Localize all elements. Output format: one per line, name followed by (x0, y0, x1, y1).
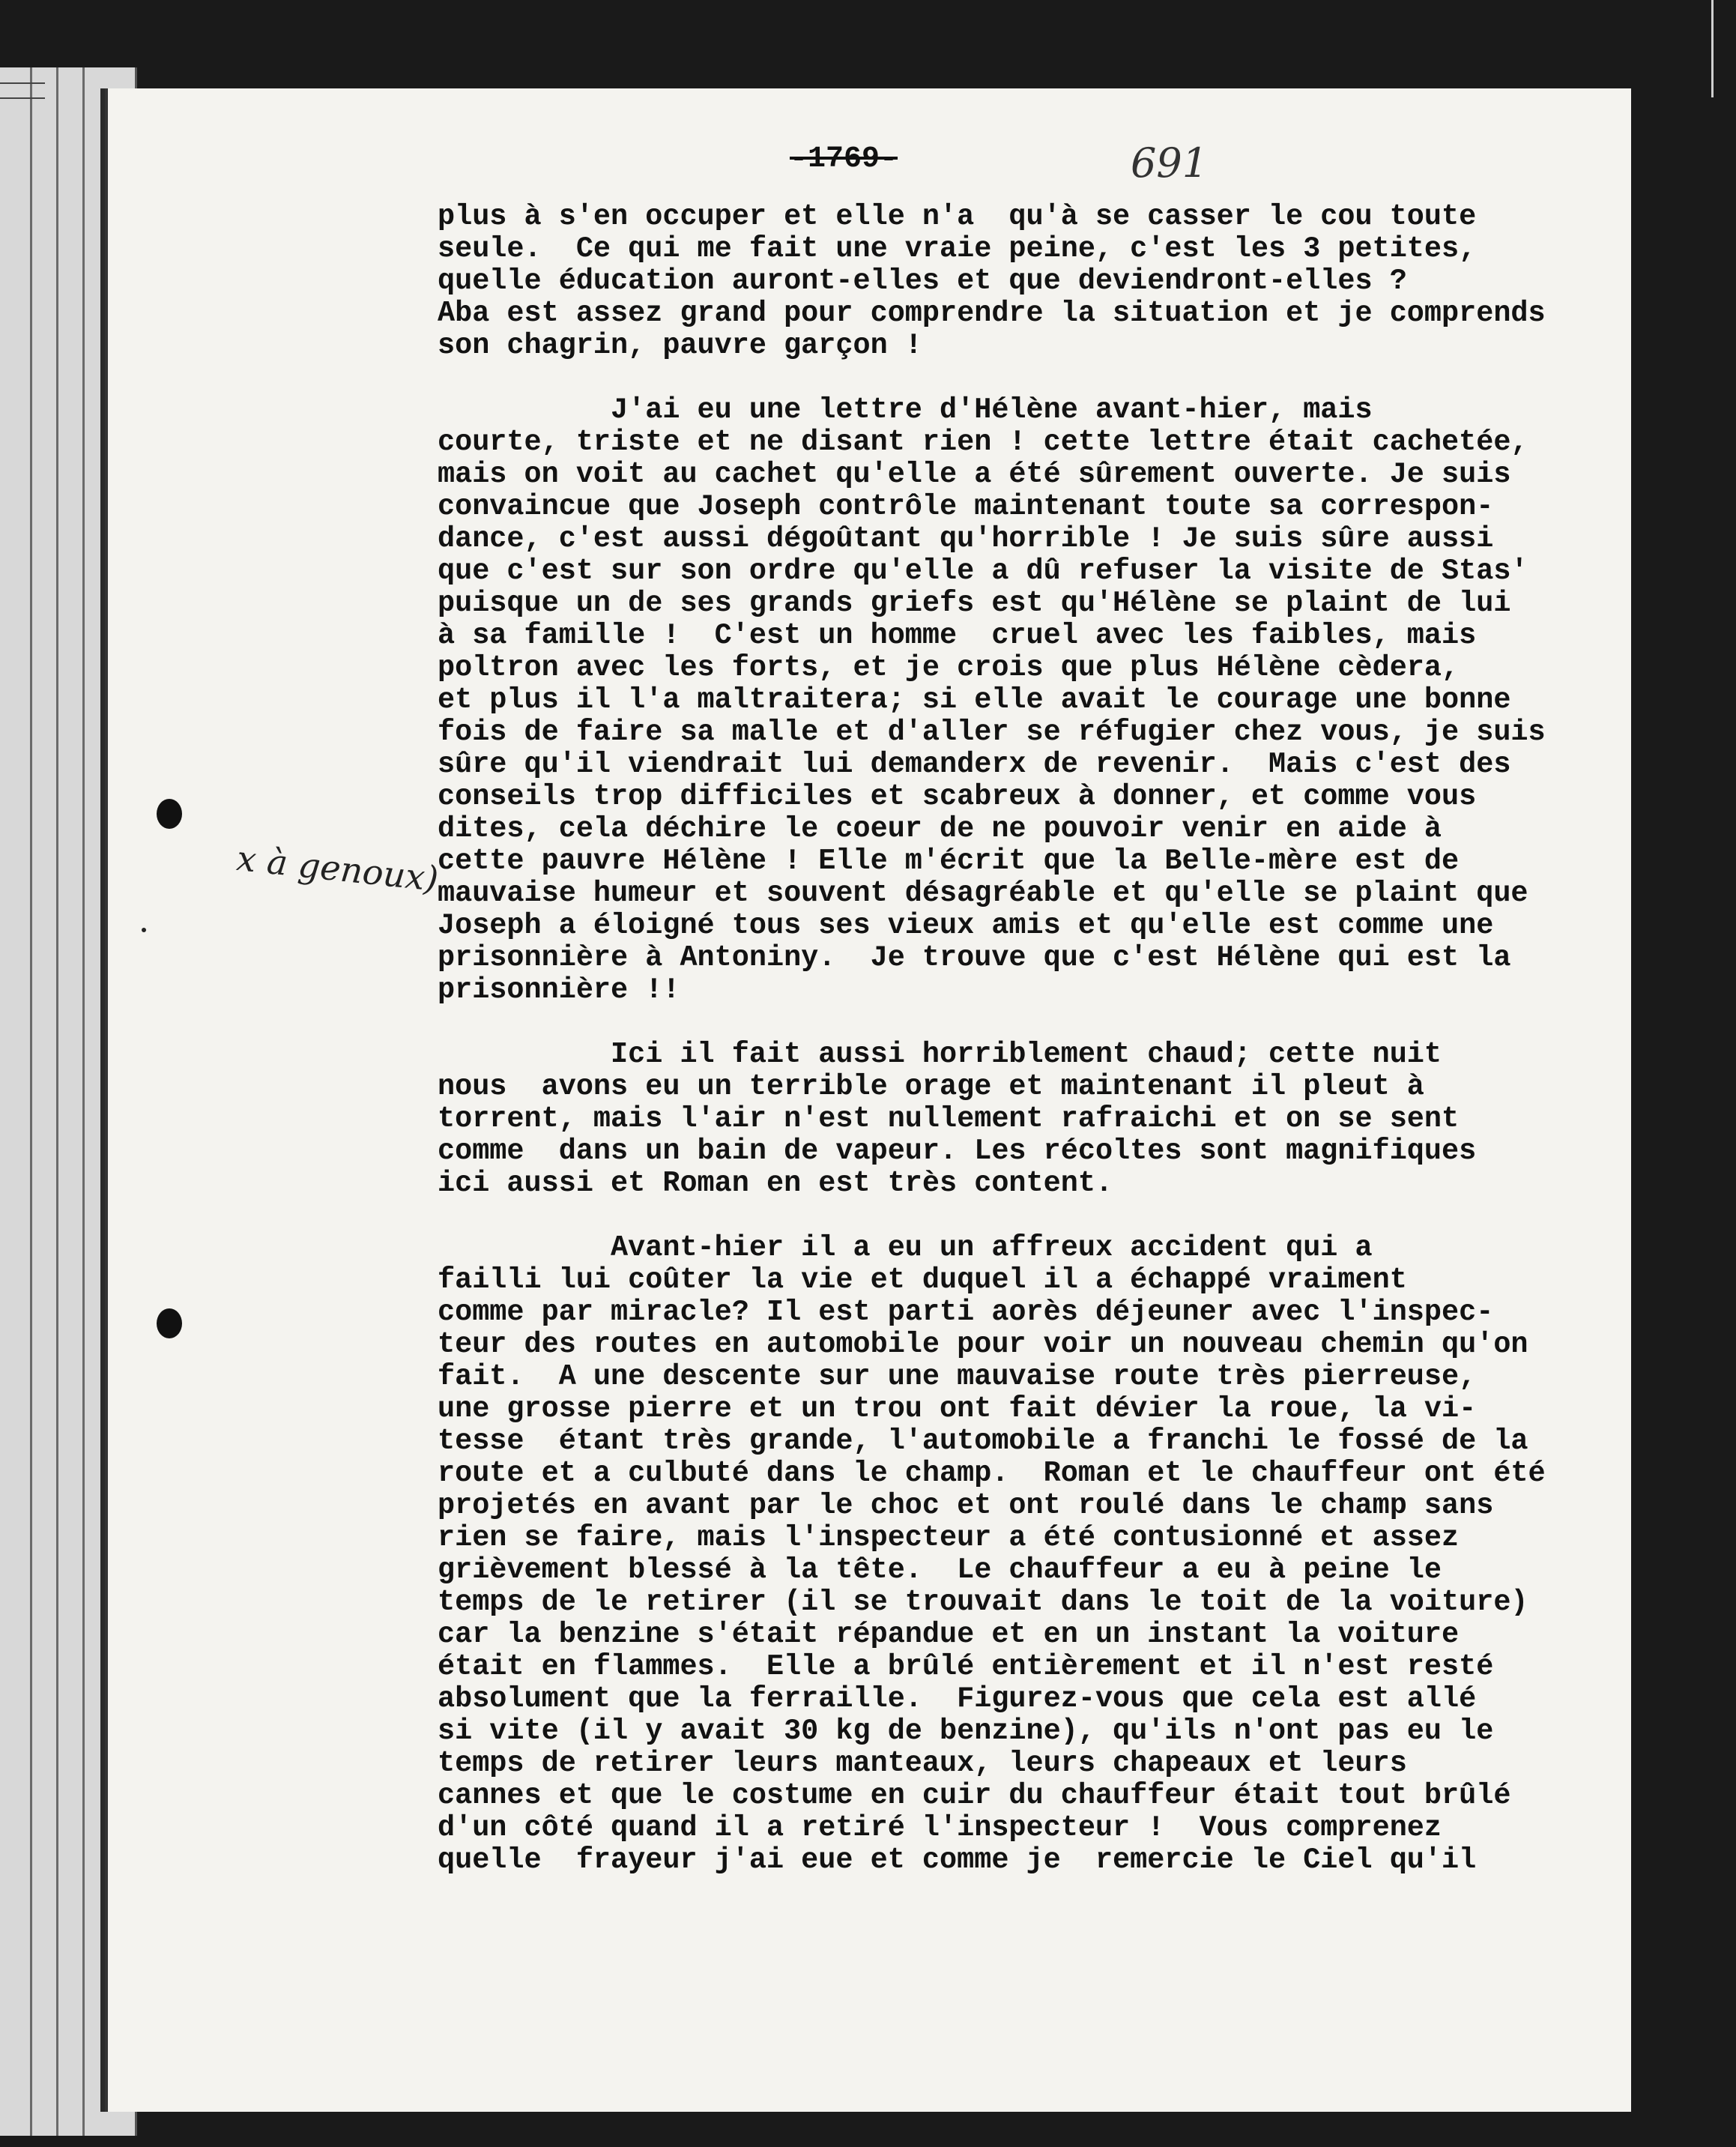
text-line: puisque un de ses grands griefs est qu'Hélène se plaint de lui (438, 587, 1511, 620)
folio-number: 691 (1131, 139, 1209, 187)
text-line: plus à s'en occuper et elle n'a qu'à se casser le cou toute (438, 200, 1477, 233)
text-line: failli lui coûter la vie et duquel il a échappé vraiment (438, 1263, 1407, 1296)
text-line: rien se faire, mais l'inspecteur a été contusionné et assez (438, 1521, 1460, 1554)
punch-hole (157, 1308, 182, 1338)
text-line: poltron avec les forts, et je crois que plus Hélène cèdera, (438, 651, 1460, 684)
text-line: était en flammes. Elle a brûlé entièrement et il n'est resté (438, 1650, 1494, 1683)
text-line: temps de retirer leurs manteaux, leurs chapeaux et leurs (438, 1747, 1407, 1780)
text-line: que c'est sur son ordre qu'elle a dû refuser la visite de Stas' (438, 555, 1528, 588)
text-line: Avant-hier il a eu un affreux accident qui a (438, 1231, 1373, 1264)
scan-background-right (1631, 0, 1736, 2147)
text-line: comme dans un bain de vapeur. Les récoltes sont magnifiques (438, 1135, 1477, 1168)
paragraph-3 (438, 1039, 1606, 1200)
text-line: sûre qu'il viendrait lui demanderx de revenir. Mais c'est des (438, 748, 1511, 781)
text-line: dites, cela déchire le coeur de ne pouvoir venir en aide à (438, 812, 1442, 845)
scan-edge-line (1711, 0, 1714, 97)
text-line: grièvement blessé à la tête. Le chauffeur a eu à peine le (438, 1553, 1442, 1586)
stack-sheet-edge (30, 67, 32, 2136)
text-line: car la benzine s'était répandue et en un instant la voiture (438, 1618, 1460, 1651)
text-line: son chagrin, pauvre garçon ! (438, 329, 922, 362)
text-line: d'un côté quand il a retiré l'inspecteur ! Vous comprenez (438, 1811, 1442, 1844)
text-line: et plus il l'a maltraitera; si elle avait le courage une bonne (438, 683, 1511, 716)
page-number (790, 142, 898, 176)
text-line: courte, triste et ne disant rien ! cette lettre était cachetée, (438, 426, 1528, 459)
stack-sheet-edge (56, 67, 58, 2136)
text-line: fois de faire sa malle et d'aller se réfugier chez vous, je suis (438, 716, 1546, 749)
text-line: nous avons eu un terrible orage et maintenant il pleut à (438, 1070, 1424, 1103)
typewritten-page (105, 88, 1644, 2112)
stack-tab (0, 82, 45, 84)
text-line: J'ai eu une lettre d'Hélène avant-hier, mais (438, 393, 1373, 426)
letter-body (438, 201, 1606, 1876)
text-line: ici aussi et Roman en est très content. (438, 1167, 1113, 1200)
text-line: temps de le retirer (il se trouvait dans le toit de la voiture) (438, 1586, 1528, 1619)
text-line: torrent, mais l'air n'est nullement rafraichi et on se sent (438, 1102, 1460, 1135)
text-line: absolument que la ferraille. Figurez-vous que cela est allé (438, 1682, 1477, 1715)
margin-annotation: x à genoux) (235, 838, 441, 899)
text-line: convaincue que Joseph contrôle maintenant toute sa correspon- (438, 490, 1494, 523)
stack-tab (0, 97, 45, 99)
paragraph-4 (438, 1232, 1606, 1876)
text-line: si vite (il y avait 30 kg de benzine), qu'ils n'ont pas eu le (438, 1715, 1494, 1748)
text-line: dance, c'est aussi dégoûtant qu'horrible ! Je suis sûre aussi (438, 522, 1494, 555)
text-line: à sa famille ! C'est un homme cruel avec les faibles, mais (438, 619, 1477, 652)
text-line: seule. Ce qui me fait une vraie peine, c'est les 3 petites, (438, 232, 1477, 265)
text-line: prisonnière !! (438, 973, 680, 1006)
text-line: Ici il fait aussi horriblement chaud; cette nuit (438, 1038, 1442, 1071)
text-line: Joseph a éloigné tous ses vieux amis et qu'elle est comme une (438, 909, 1494, 942)
text-line: tesse étant très grande, l'automobile a franchi le fossé de la (438, 1425, 1528, 1458)
text-line: teur des routes en automobile pour voir un nouveau chemin qu'on (438, 1328, 1528, 1361)
text-line: quelle éducation auront-elles et que deviendront-elles ? (438, 265, 1407, 298)
text-line: mais on voit au cachet qu'elle a été sûrement ouverte. Je suis (438, 458, 1511, 491)
text-line: comme par miracle? Il est parti aorès déjeuner avec l'inspec- (438, 1296, 1494, 1329)
text-line: Aba est assez grand pour comprendre la situation et je comprends (438, 297, 1546, 330)
paragraph-1 (438, 201, 1606, 362)
paragraph-2 (438, 394, 1606, 1006)
text-line: projetés en avant par le choc et ont roulé dans le champ sans (438, 1489, 1494, 1522)
text-line: prisonnière à Antoniny. Je trouve que c'est Hélène qui est la (438, 941, 1511, 974)
text-line: fait. A une descente sur une mauvaise route très pierreuse, (438, 1360, 1477, 1393)
margin-dot (142, 928, 146, 932)
page-number-text: -1769- (790, 142, 898, 176)
text-line: mauvaise humeur et souvent désagréable et qu'elle se plaint que (438, 877, 1528, 910)
text-line: quelle frayeur j'ai eue et comme je remercie le Ciel qu'il (438, 1843, 1477, 1876)
text-line: route et a culbuté dans le champ. Roman et le chauffeur ont été (438, 1457, 1546, 1490)
stack-sheet-edge (82, 67, 85, 2136)
punch-hole (157, 799, 182, 829)
text-line: cannes et que le costume en cuir du chauffeur était tout brûlé (438, 1779, 1511, 1812)
text-line: une grosse pierre et un trou ont fait dévier la roue, la vi- (438, 1392, 1477, 1425)
text-line: cette pauvre Hélène ! Elle m'écrit que la Belle-mère est de (438, 845, 1460, 878)
text-line: conseils trop difficiles et scabreux à donner, et comme vous (438, 780, 1477, 813)
